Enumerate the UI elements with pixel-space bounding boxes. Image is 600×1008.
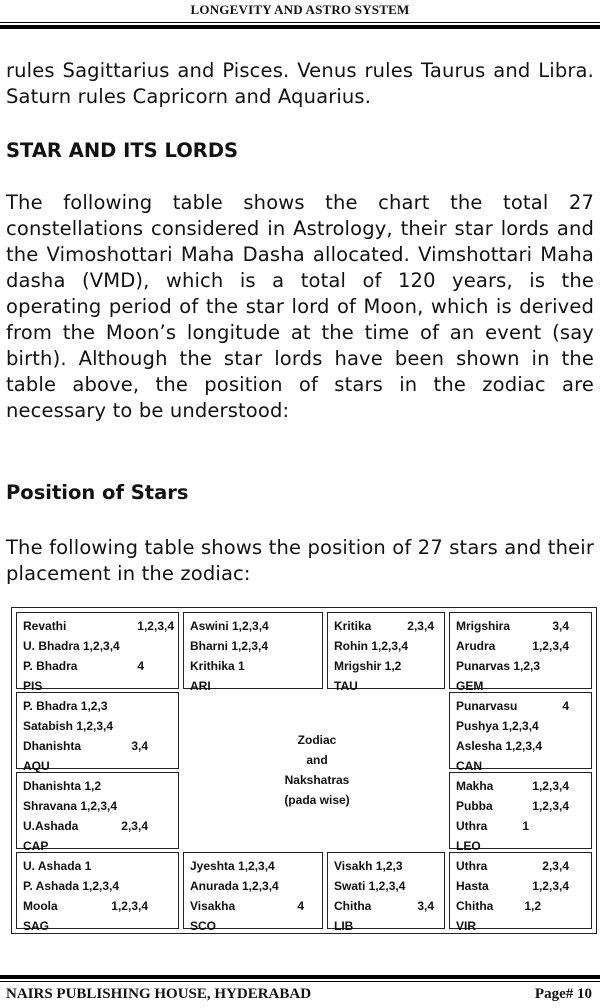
- header-title: LONGEVITY AND ASTRO SYSTEM: [190, 2, 410, 17]
- cell-gem: Mrigshira 3,4 Arudra 1,2,3,4 Punarvas 1,2,3 GEM: [449, 612, 592, 689]
- footer-page-number: Page# 10: [534, 986, 592, 1002]
- footer-rule-thin: [0, 981, 600, 982]
- cell-can: Punarvasu 4 Pushya 1,2,3,4 Aslesha 1,2,3,4 CAN: [449, 692, 592, 769]
- heading-position-of-stars: Position of Stars: [6, 481, 189, 504]
- center-line-and: and: [306, 753, 328, 767]
- center-line-nakshatras: Nakshatras: [284, 773, 350, 787]
- heading-star-lords: STAR AND ITS LORDS: [6, 139, 239, 162]
- cell-ari: Aswini 1,2,3,4 Bharni 1,2,3,4 Krithika 1 ARI: [183, 612, 323, 689]
- paragraph-planet-lords: rules Sagittarius and Pisces. Venus rules Taurus and Libra. Saturn rules Capricorn and Aquarius.: [6, 59, 594, 108]
- cell-aqu: P. Bhadra 1,2,3 Satabish 1,2,3,4 Dhanishta 3,4 AQU: [16, 692, 179, 769]
- header-rule-thin: [0, 22, 600, 23]
- cell-cap: Dhanishta 1,2 Shravana 1,2,3,4 U.Ashada 2,3,4 CAP: [16, 772, 179, 849]
- cell-pis: Revathi 1,2,3,4 U. Bhadra 1,2,3,4 P. Bhadra 4 PIS: [16, 612, 179, 689]
- cell-tau: Kritika 2,3,4 Rohin 1,2,3,4 Mrigshir 1,2 TAU: [327, 612, 445, 689]
- footer-publisher: NAIRS PUBLISHING HOUSE, HYDERABAD: [6, 986, 312, 1002]
- cell-vir: Uthra 2,3,4 Hasta 1,2,3,4 Chitha 1,2 VIR: [449, 852, 592, 929]
- cell-lib: Visakh 1,2,3 Swati 1,2,3,4 Chitha 3,4 LIB: [327, 852, 445, 929]
- cell-sco: Jyeshta 1,2,3,4 Anurada 1,2,3,4 Visakha 4 SCO: [183, 852, 323, 929]
- center-line-zodiac: Zodiac: [297, 733, 337, 747]
- header-rule-thick: [0, 25, 600, 29]
- center-line-pada: (pada wise): [284, 793, 350, 807]
- zodiac-center-label: [186, 692, 448, 850]
- cell-leo: Makha 1,2,3,4 Pubba 1,2,3,4 Uthra 1 LEO: [449, 772, 592, 849]
- zodiac-chart: [11, 607, 597, 934]
- paragraph-position-intro: The following table shows the position of 27 stars and their placement in the zodiac:: [6, 536, 594, 585]
- paragraph-star-lords: The following table shows the chart the total 27 constellations considered in Astrology, their star lords and the Vimoshottari Maha Dasha allocated. Vimshottari Maha dasha (VMD), which is a total of 120 years, is the operating period of the star lord of Moon, which is derived from the Moon’s longitude at the time of an event (say birth). Although the star lords have been shown in the table above, the position of stars in the zodiac are necessary to be understood:: [6, 191, 594, 422]
- cell-sag: U. Ashada 1 P. Ashada 1,2,3,4 Moola 1,2,3,4 SAG: [16, 852, 179, 929]
- footer-rule-thick: [0, 975, 600, 979]
